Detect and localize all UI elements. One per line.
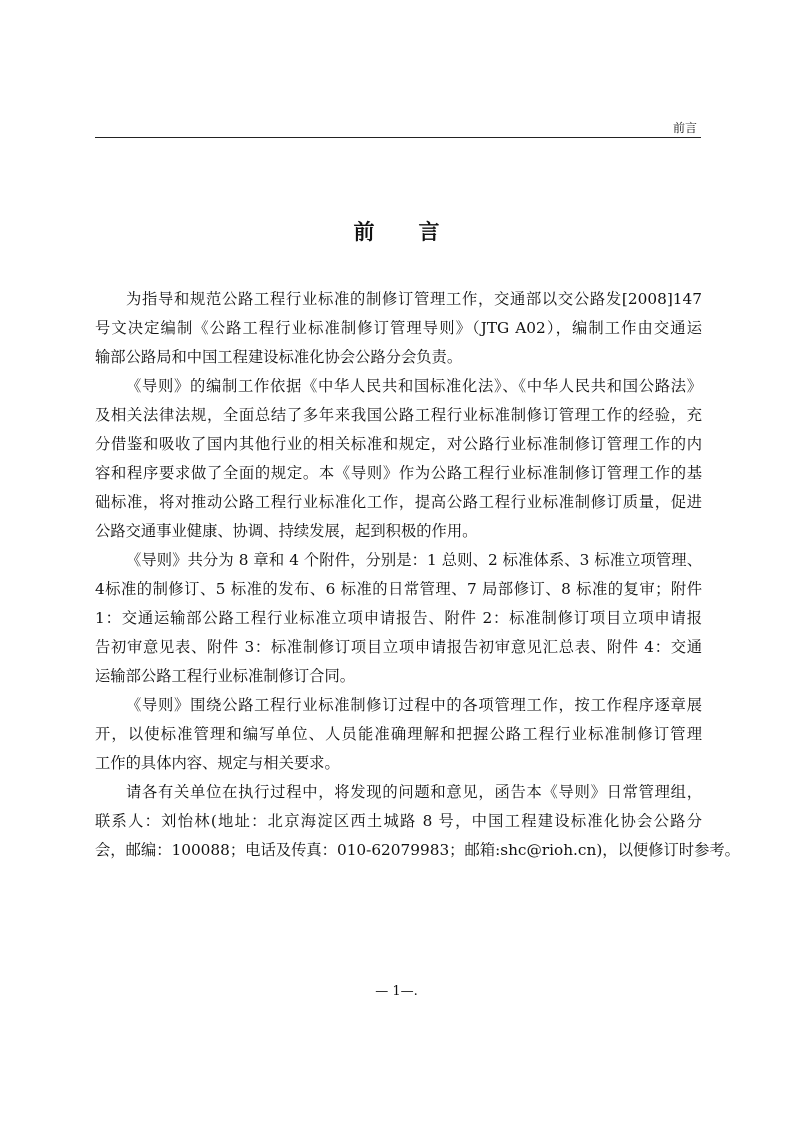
header-rule: [95, 137, 701, 138]
paragraph: [95, 691, 702, 778]
paragraph: [95, 546, 702, 691]
text-line: 会，邮编：100088；电话及传真：010-62079983；邮箱:shc@rioh.cn)，以便修订时参考。: [95, 841, 740, 859]
text-line: 告初审意见表、附件 3：标准制修订项目立项申请报告初审意见汇总表、附件 4：交通: [95, 638, 702, 656]
text-line: 为指导和规范公路工程行业标准的制修订管理工作，交通部以交公路发[2008]147: [126, 290, 702, 308]
text-line: 联系人：刘怡林(地址：北京海淀区西土城路 8 号，中国工程建设标准化协会公路分: [95, 812, 702, 830]
text-line: 容和程序要求做了全面的规定。本《导则》作为公路工程行业标准制修订管理工作的基: [95, 464, 702, 482]
paragraph: [95, 285, 702, 372]
text-line: 工作的具体内容、规定与相关要求。: [95, 754, 340, 772]
page-title: 前言: [353, 219, 484, 244]
text-line: 开，以使标准管理和编写单位、人员能准确理解和把握公路工程行业标准制修订管理: [95, 725, 702, 743]
document-body: [95, 285, 740, 865]
page-number: — 1—.: [375, 984, 418, 999]
text-line: 运输部公路工程行业标准制修订合同。: [95, 667, 356, 685]
text-line: 输部公路局和中国工程建设标准化协会公路分会负责。: [95, 348, 463, 366]
text-line: 及相关法律法规，全面总结了多年来我国公路工程行业标准制修订管理工作的经验，充: [95, 406, 702, 424]
text-line: 分借鉴和吸收了国内其他行业的相关标准和规定，对公路行业标准制修订管理工作的内: [95, 435, 702, 453]
text-line: 《导则》共分为 8 章和 4 个附件，分别是：1 总则、2 标准体系、3 标准立项管理、: [126, 551, 702, 569]
paragraph: [95, 778, 740, 865]
text-line: 1：交通运输部公路工程行业标准立项申请报告、附件 2：标准制修订项目立项申请报: [95, 609, 702, 627]
running-header: 前言: [672, 121, 697, 135]
text-line: 号文决定编制《公路工程行业标准制修订管理导则》（JTG A02），编制工作由交通运: [95, 319, 702, 337]
text-line: 4标准的制修订、5 标准的发布、6 标准的日常管理、7 局部修订、8 标准的复审；附件: [95, 580, 702, 598]
text-line: 础标准，将对推动公路工程行业标准化工作，提高公路工程行业标准制修订质量，促进: [95, 493, 702, 511]
text-line: 《导则》围绕公路工程行业标准制修订过程中的各项管理工作，按工作程序逐章展: [126, 696, 702, 714]
paragraph: [95, 372, 702, 546]
text-line: 《导则》的编制工作依据《中华人民共和国标准化法》、《中华人民共和国公路法》: [126, 377, 702, 395]
text-line: 请各有关单位在执行过程中，将发现的问题和意见，函告本《导则》日常管理组，: [126, 783, 702, 801]
text-line: 公路交通事业健康、协调、持续发展，起到积极的作用。: [95, 522, 478, 540]
